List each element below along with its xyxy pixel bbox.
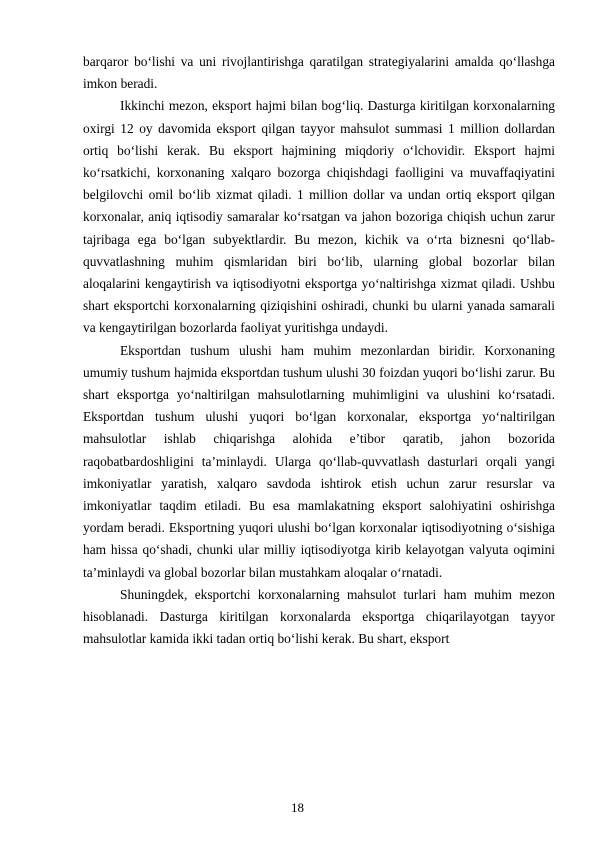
- page-number: 18: [291, 800, 304, 815]
- paragraph-product-types: Shuningdek, eksportchi korxonalarning mahsulot turlari ham muhim mezon hisoblanadi. Dasturga kiritilgan korxonalarda eksportga chiqarilayotgan tayyor mahsulotlar kamida ikki tadan ortiq bo‘lishi kerak. Bu shart, eksport: [83, 586, 555, 647]
- body-text: [83, 51, 555, 650]
- paragraph-export-revenue-share: Eksportdan tushum ulushi ham muhim mezonlardan biridir. Korxonaning umumiy tushum hajmida eksportdan tushum ulushi 30 foizdan yuqori bo‘lishi zarur. Bu shart eksportga yo‘naltirilgan mahsulotlarning muhimligini va ulushini ko‘rsatadi. Eksportdan tushum ulushi yuqori bo‘lgan korxonalar, eksportga yo‘naltirilgan mahsulotlar ishlab chiqarishga alohida e’tibor qaratib, jahon bozorida raqobatbardoshligini ta’minlaydi. Ularga qo‘llab-quvvatlash dasturlari orqali yangi imkoniyatlar yaratish, xalqaro savdoda ishtirok etish uchun zarur resurslar va imkoniyatlar taqdim etiladi. Bu esa mamlakatning eksport salohiyatini oshirishga yordam beradi. Eksportning yuqori ulushi bo‘lgan korxonalar iqtisodiyotning o‘sishiga ham hissa qo‘shadi, chunki ular milliy iqtisodiyotga kirib kelayotgan valyuta oqimini ta’minlaydi va global bozorlar bilan mustahkam aloqalar o‘rnatadi.: [83, 342, 555, 580]
- paragraph-continuation: barqaror bo‘lishi va uni rivojlantirishga qaratilgan strategiyalarini amalda qo‘llashga imkon beradi.: [83, 54, 555, 92]
- paragraph-export-volume: Ikkinchi mezon, eksport hajmi bilan bog‘liq. Dasturga kiritilgan korxonalarning oxirgi 12 oy davomida eksport qilgan tayyor mahsulot summasi 1 million dollardan ortiq bo‘lishi kerak. Bu eksport hajmining miqdoriy o‘lchovidir. Eksport hajmi ko‘rsatkichi, korxonaning xalqaro bozorga chiqishdagi faolligini va muvaffaqiyatini belgilovchi omil bo‘lib xizmat qiladi. 1 million dollar va undan ortiq eksport qilgan korxonalar, aniq iqtisodiy samaralar ko‘rsatgan va jahon bozoriga chiqish uchun zarur tajribaga ega bo‘lgan subyektlardir. Bu mezon, kichik va o‘rta biznesni qo‘llab-quvvatlashning muhim qismlaridan biri bo‘lib, ularning global bozorlar bilan aloqalarini kengaytirish va iqtisodiyotni eksportga yo‘naltirishga xizmat qiladi. Ushbu shart eksportchi korxonalarning qiziqishini oshiradi, chunki bu ularni yanada samarali va kengaytirilgan bozorlarda faoliyat yuritishga undaydi.: [83, 98, 555, 336]
